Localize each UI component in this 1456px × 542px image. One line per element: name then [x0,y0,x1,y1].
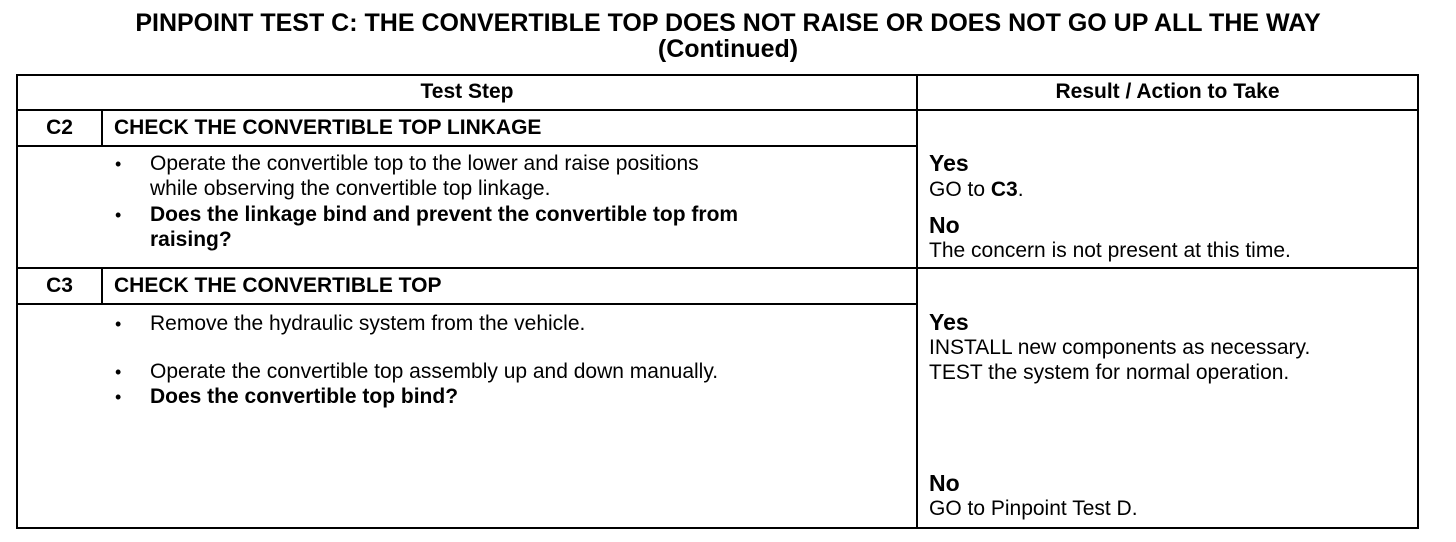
c2-no-action: The concern is not present at this time. [929,239,1291,262]
page-title: PINPOINT TEST C: THE CONVERTIBLE TOP DOES NOT RAISE OR DOES NOT GO UP ALL THE WAY [135,9,1321,37]
bullet-icon: • [115,314,122,334]
c3-heading-divider [18,303,917,305]
step-heading-c2: CHECK THE CONVERTIBLE TOP LINKAGE [114,116,542,139]
header-result: Result / Action to Take [1055,80,1280,103]
c3-instruction-1: Remove the hydraulic system from the vehicle. [150,312,586,335]
step-heading-c3: CHECK THE CONVERTIBLE TOP [114,274,442,297]
step-id-c3: C3 [46,274,73,297]
c2-instruction-1-line2: while observing the convertible top linkage. [150,177,551,200]
c2-question-line2: raising? [150,228,232,251]
c2-yes-action-ref: C3 [990,178,1018,201]
c2-id-divider [101,111,103,146]
c3-question: Does the convertible top bind? [150,385,459,408]
bullet-icon: • [115,362,122,382]
page-subtitle: (Continued) [657,35,799,63]
c3-no-action: GO to Pinpoint Test D. [929,497,1138,520]
c2-yes-action: GO to C3. [929,178,1024,201]
c2-heading-divider [18,145,917,147]
c2-instruction-1-line1: Operate the convertible top to the lower and raise positions [150,152,699,175]
column-divider [916,76,918,527]
c2-question-line1: Does the linkage bind and prevent the convertible top from [150,203,739,226]
pinpoint-test-table [16,74,1419,529]
step-id-c2: C2 [46,116,73,139]
bullet-icon: • [115,154,122,174]
c2-yes-label: Yes [929,150,969,176]
row-divider [18,267,1417,269]
bullet-icon: • [115,387,122,407]
c3-instruction-2: Operate the convertible top assembly up and down manually. [150,360,719,383]
c2-no-label: No [929,212,960,238]
c3-yes-action-line1: INSTALL new components as necessary. [929,336,1311,359]
c3-yes-action-line2: TEST the system for normal operation. [929,361,1290,384]
bullet-icon: • [115,205,122,225]
header-test-step: Test Step [420,80,514,103]
c3-no-label: No [929,470,960,496]
c3-yes-label: Yes [929,309,969,335]
c3-id-divider [101,269,103,304]
header-divider [18,109,1417,111]
